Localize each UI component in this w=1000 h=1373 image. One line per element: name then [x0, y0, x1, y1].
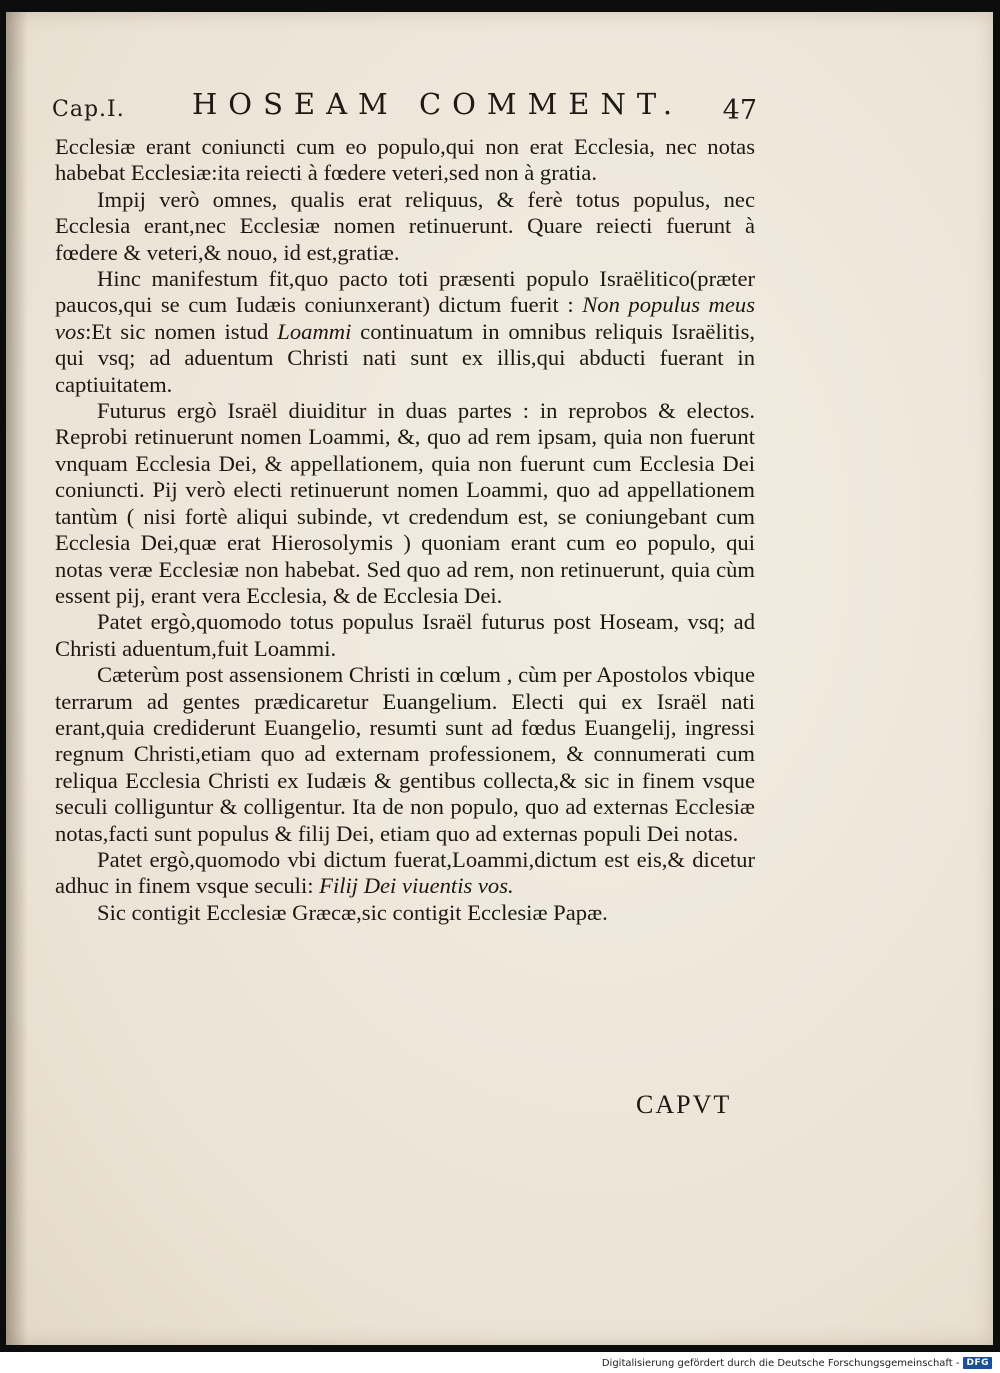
- paragraph: [55, 187, 755, 266]
- spine-shadow: [6, 12, 28, 1345]
- paragraph: [55, 134, 755, 187]
- text-run: Ecclesiæ erant coniuncti cum eo populo,qui non erat Ecclesia, nec notas habebat Ecclesiæ:ita reiecti à fœdere veteri,sed non à gratia.: [55, 134, 755, 186]
- text-run: Hinc manifestum fit,quo pacto toti præsenti populo Israëlitico(præter paucos,qui se cum Iudæis coniunxerant) dictum fuerit :: [55, 266, 755, 318]
- paragraph: [55, 847, 755, 900]
- text-run: Futurus ergò Israël diuiditur in duas partes : in reprobos & electos. Reprobi retinuerunt nomen Loammi, &, quo ad rem ipsam, quia non fuerunt vnquam Ecclesia Dei, & appellationem, quia non fuerunt cum Ecclesia Dei coniuncti. Pij verò electi retinuerunt nomen Loammi, quo ad appellationem tantùm ( nisi fortè aliqui subinde, vt credendum est, se coniungebant cum Ecclesia Dei,quæ erat Hierosolymis ) quoniam erant cum eo populo, qui notas veræ Ecclesiæ non habebat. Sed quo ad rem, non retinuerunt, quia cùm essent pij, erant vera Ecclesia, & de Ecclesia Dei.: [55, 398, 755, 608]
- page-number: 47: [722, 95, 757, 126]
- text-run: Impij verò omnes, qualis erat reliquus, & ferè totus populus, nec Ecclesia erant,nec Ecclesiæ nomen retinuerunt. Quare reiecti fuerunt à fœdere & veteri,& nouo, id est,gratiæ.: [55, 186, 755, 265]
- footer-credit-text: Digitalisierung gefördert durch die Deutsche Forschungsgemeinschaft -: [601, 1357, 960, 1369]
- running-head: [52, 87, 757, 127]
- dfg-logo: DFG: [963, 1357, 992, 1369]
- italic-phrase: Non populus meus vos: [55, 292, 755, 344]
- text-run: continuatum in omnibus reliquis Israëlitis, qui vsq; ad aduentum Christi nati sunt ex illis,qui abducti fuerant in captiuitatem.: [55, 318, 756, 397]
- catchword: CAPVT: [636, 1090, 732, 1119]
- footer-credit: [602, 1355, 992, 1371]
- paragraph: [55, 662, 755, 847]
- paragraph: [55, 398, 755, 609]
- text-run: :Et sic nomen istud: [85, 318, 278, 344]
- chapter-label: Cap.I.: [52, 97, 125, 122]
- paragraph: [55, 900, 755, 926]
- text-run: Cæterùm post assensionem Christi in cœlum , cùm per Apostolos vbique terrarum ad gentes prædicaretur Euangelium. Electi qui ex Israël nati erant,quia crediderunt Euangelio, resumti sunt ad fœdus Euangelij, ingressi regnum Christi,etiam quo ad externam professionem, & connumerati cum reliqua Ecclesia Christi ex Iudæis & gentibus collecta,& sic in finem vsque seculi colliguntur & colligentur. Ita de non populo, quo ad externas Ecclesiæ notas,facti sunt populus & filij Dei, etiam quo ad externas populi Dei notas.: [55, 662, 755, 846]
- body-text: [55, 134, 755, 926]
- italic-phrase: Loammi: [277, 318, 352, 344]
- text-run: Patet ergò,quomodo totus populus Israël futurus post Hoseam, vsq; ad Christi aduentum,fuit Loammi.: [55, 609, 755, 661]
- paragraph: [55, 266, 755, 398]
- running-title: HOSEAM COMMENT.: [192, 87, 684, 121]
- text-run: Sic contigit Ecclesiæ Græcæ,sic contigit Ecclesiæ Papæ.: [97, 899, 608, 925]
- text-run: Patet ergò,quomodo vbi dictum fuerat,Loammi,dictum est eis,& dicetur adhuc in finem vsque seculi:: [55, 846, 755, 899]
- italic-phrase: Filij Dei viuentis vos.: [319, 873, 514, 899]
- paragraph: [55, 609, 755, 662]
